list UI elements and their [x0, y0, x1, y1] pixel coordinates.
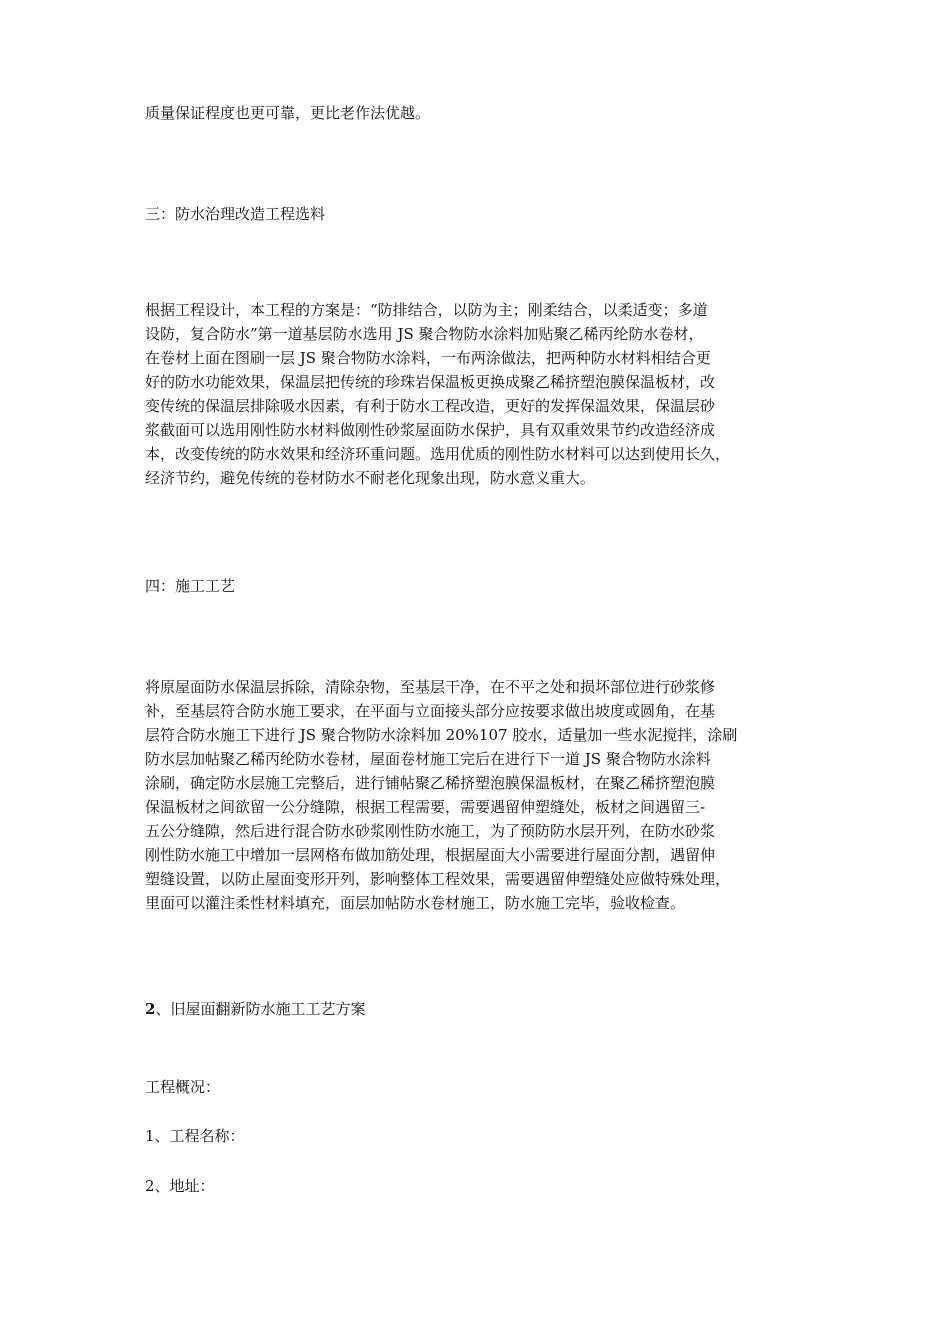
section-3-paragraph: 根据工程设计，本工程的方案是：“防排结合，以防为主；刚柔结合，以柔适变；多道 设防，复合防水”第一道基层防水选用 JS 聚合物防水涂料加贴聚乙稀丙纶防水卷材， 在卷材上面在图刷一层 JS 聚合物防水涂料，一布两涂做法，把两种防水材料相结合更 好的防水功能效果，保温层把传统的珍珠岩保温板更换成聚乙稀挤塑泡膜保温板材，改 变传统的保温层排除吸水因素，有利于防水工程改造，更好的发挥保温效果，保温层砂 浆截面可以选用刚性防水材料做刚性砂浆屋面防水保护，具有双重效果节约改造经济成 本，改变传统的防水效果和经济环重问题。选用优质的刚性防水材料可以达到使用长久， 经济节约，避免传统的卷材防水不耐老化现象出现，防水意义重大。 [145, 301, 731, 487]
overview-label: 工程概况： [145, 1078, 221, 1096]
section-2-number: 2 [145, 1000, 156, 1018]
intro-paragraph-tail: 质量保证程度也更可靠，更比老作法优越。 [145, 104, 431, 122]
overview-item-project-name: 1、工程名称： [145, 1127, 245, 1145]
section-2-title: 、旧屋面翻新防水施工工艺方案 [155, 1000, 366, 1018]
section-3-heading: 三：防水治理改造工程选料 [145, 205, 326, 223]
section-2-heading [145, 997, 813, 1021]
section-4-heading: 四：施工工艺 [145, 577, 236, 595]
section-4-paragraph: 将原屋面防水保温层拆除，清除杂物，至基层干净，在不平之处和损坏部位进行砂浆修 补，至基层符合防水施工要求，在平面与立面接头部分应按要求做出坡度或圆角，在基 层符合防水施工下进行 JS 聚合物防水涂料加 20%107 胶水，适量加一些水泥搅拌，涂刷 防水层加帖聚乙稀丙纶防水卷材，屋面卷材施工完后在进行下一道 JS 聚合物防水涂料 涂刷，确定防水层施工完整后，进行铺帖聚乙稀挤塑泡膜保温板材，在聚乙稀挤塑泡膜 保温板材之间欲留一公分缝隙，根据工程需要，需要遇留伸塑缝处，板材之间遇留三- 五公分缝隙，然后进行混合防水砂浆刚性防水施工，为了预防防水层开列，在防水砂浆 刚性防水施工中增加一层网格布做加筋处理，根据屋面大小需要进行屋面分割，遇留伸 塑缝设置，以防止屋面变形开列，影响整体工程效果，需要遇留伸塑缝处应做特殊处理， 里面可以灌注柔性材料填充，面层加帖防水卷材施工，防水施工完毕，验收检查。 [145, 678, 738, 912]
overview-item-address: 2、地址： [145, 1177, 215, 1195]
